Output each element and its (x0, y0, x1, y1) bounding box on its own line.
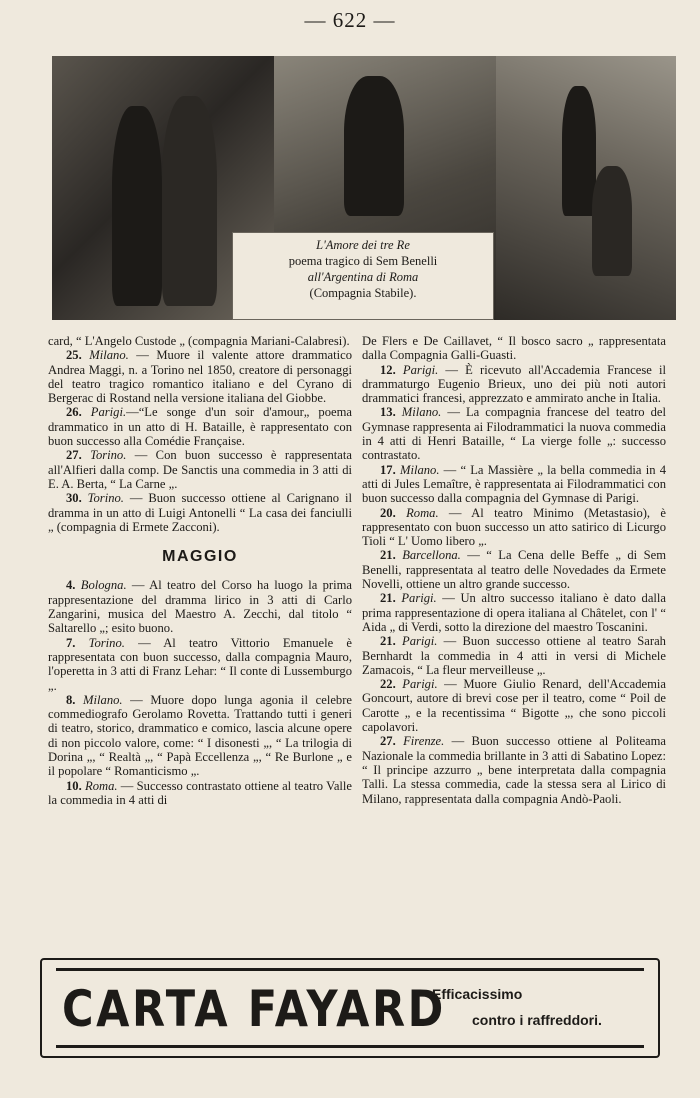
entry (48, 779, 352, 808)
entry (362, 334, 666, 363)
entry-text: — Buon successo ottiene al Politeama Nazionale la commedia brillante in 3 atti di Sabatino Lopez: “ Il principe azzurro „ bene interpretata dalla compagnia Talli. La stessa commedia, cade la stessa sera al Lirico di Milano, rappresentata dalla compagnia Andò-Paoli. (362, 734, 667, 806)
entry-text: —“Le songe d'un soir d'amour„ poema drammatico in un atto di H. Bataille, è rappresentato con buon successo alla Comédie Française. (48, 405, 352, 449)
entry-place: Parigi. (401, 591, 437, 606)
entry-text: — Con buon successo è rappresentata all'Alfieri dalla comp. De Sanctis una commedia in 3 atti di E. A. Berta, “ La Carne „. (48, 448, 352, 491)
entry-day: 4. (66, 578, 76, 593)
entry-place: Firenze. (403, 734, 445, 749)
caption-title: L'Amore dei tre Re (316, 238, 410, 252)
entry (48, 636, 352, 693)
entry-text: — Un altro successo italiano è dato dalla prima rappresentazione di opera italiana al Châtelet, con l' “ Aida „ di Verdi, sotto la direzione del maestro Toscanini. (362, 591, 666, 634)
entry-day: 10. (66, 778, 82, 793)
entry (362, 363, 666, 406)
caption-line: poema tragico di Sem Benelli (288, 254, 438, 268)
entry-text: — La compagnia francese del teatro del Gymnase rappresenta ai Filodrammatici la nuova commedia in 4 atti di Henri Bataille, “ La vierge folle „: successo contrastato. (362, 405, 666, 463)
ad-rule (56, 968, 644, 971)
entry-day: 12. (380, 362, 396, 377)
entry-text: — Buon successo ottiene al teatro Sarah Bernhardt la commedia in 4 atti in versi di Michele Zamacois, “ La fleur merveilleuse „. (362, 634, 666, 677)
entry (48, 491, 352, 534)
photo-caption (232, 232, 494, 320)
entry-place: Torino. (88, 635, 125, 650)
entry-day: 20. (380, 505, 396, 520)
entry (362, 677, 666, 734)
entry-day: 8. (66, 692, 76, 707)
section-heading: MAGGIO (162, 548, 238, 566)
entry (362, 591, 666, 634)
entry-day: 27. (66, 448, 82, 463)
advertisement (40, 958, 660, 1058)
entry-place: Roma. (406, 505, 439, 520)
right-entries-may (362, 334, 666, 806)
entry-text: card, “ L'Angelo Custode „ (compagnia Mariani-Calabresi). (48, 334, 350, 348)
entry-text: — “ La Cena delle Beffe „ di Sem Benelli, rappresentata al teatro delle Novedades da Ermete Novelli, ottiene un altro grande successo. (362, 548, 666, 592)
entry (362, 734, 666, 805)
caption-line: all'Argentina di Roma (307, 270, 419, 284)
entry-place: Roma. (85, 778, 118, 793)
entry-day: 30. (66, 491, 82, 506)
page-number: — 622 — (304, 8, 396, 32)
entry (48, 405, 352, 448)
entry-place: Parigi. (402, 677, 438, 692)
entry (362, 548, 666, 591)
entry-text: — Al teatro Vittorio Emanuele è rappresentata con buon successo, dalla compagnia Mauro, l'operetta in 3 atti di Franz Lehar: “ Il conte di Lussemburgo „. (48, 635, 352, 693)
right-column (362, 334, 666, 806)
entry-text: — Muore dopo lunga agonia il celebre commediografo Gerolamo Rovetta. Trattando tutti i generi di teatro, storico, drammatico e comico, lascia alcune opere di non piccolo valore, come: “ I disonesti „, “ La trilogia di Dorina „, “ Realtà „, “ Papà Eccellenza „, “ Re Burlone „ e il popolare “ Romanticismo „. (48, 692, 352, 779)
entry-day: 13. (380, 405, 396, 420)
entry (48, 578, 352, 635)
entry-text: — È ricevuto all'Accademia Francese il drammaturgo Eugenio Brieux, uno dei più noti autori drammatici francesi, apprezzato e ammirato anche in Italia. (362, 362, 667, 406)
entry-place: Milano. (83, 692, 123, 707)
entry-day: 7. (66, 635, 76, 650)
ad-rule (56, 1045, 644, 1048)
entry-day: 22. (380, 677, 396, 692)
entry (362, 506, 666, 549)
left-column (48, 334, 352, 807)
entry-text: — Al teatro del Corso ha luogo la prima rappresentazione del dramma lirico in 3 atti di Carlo Zangarini, musica del Maestro A. Zecchi, dal titolo “ Saltarello „; esito buono. (48, 578, 352, 636)
entry (48, 348, 352, 405)
entry-day: 21. (380, 591, 396, 606)
entry-place: Parigi. (402, 634, 438, 649)
ad-tagline: contro i raffreddori. (472, 1012, 602, 1028)
entry-text: De Flers e De Caillavet, “ Il bosco sacro „ rappresentata dalla Compagnia Galli-Guasti. (362, 334, 666, 363)
entry-text: — Muore il valente attore drammatico Andrea Maggi, n. a Torino nel 1850, creatore di personaggi del teatro tragico romantico italiano e del Cyrano di Bergerac di Rostand nella versione italiana del Giobbe. (48, 348, 352, 406)
entry-place: Parigi. (402, 362, 439, 377)
scene-photo-right (496, 56, 676, 320)
caption-line: (Compagnia Stabile). (309, 286, 417, 300)
entry-text: — Al teatro Minimo (Metastasio), è rappresentato con buon successo un atto satirico di Licurgo Tioli “ L' Uomo libero „. (362, 505, 666, 549)
entry (48, 448, 352, 491)
left-entries-may (48, 578, 352, 807)
entry (48, 693, 352, 779)
entry-day: 21. (380, 634, 396, 649)
entry-place: Milano. (401, 405, 442, 420)
entry-text: — “ La Massière „ la bella commedia in 4 atti di Jules Lemaître, è rappresentata ai Filodrammatici con buon successo dalla compagnia del Gymnase di Parigi. (362, 462, 666, 506)
entry (362, 634, 666, 677)
ad-brand: CARTA FAYARD (62, 980, 446, 1038)
entry-text: — Successo contrastato ottiene al teatro Valle la commedia in 4 atti di (48, 778, 352, 807)
entry-place: Barcellona. (402, 548, 461, 563)
entry-place: Bologna. (80, 578, 127, 593)
entry-day: 21. (380, 548, 396, 563)
entry-day: 25. (66, 348, 82, 363)
entry-day: 27. (380, 734, 396, 749)
entry-day: 26. (66, 405, 82, 420)
entry-place: Milano. (399, 462, 440, 477)
entry (48, 334, 352, 348)
entry (362, 463, 666, 506)
entry-place: Torino. (90, 448, 127, 463)
entry-place: Milano. (89, 348, 129, 363)
left-entries-april (48, 334, 352, 534)
entry-text: — Muore Giulio Renard, dell'Accademia Goncourt, autore di brevi cose per il teatro, come “ Poil de Carotte „ e la recentissima “ Bigotte „, che sono piccoli capolavori. (362, 677, 666, 735)
entry-place: Parigi. (90, 405, 127, 420)
entry-text: — Buon successo ottiene al Carignano il dramma in un atto di Luigi Antonelli “ La casa dei fanciulli „ (compagnia di Ermete Zacconi). (48, 491, 352, 534)
ad-tagline: Efficacissimo (432, 986, 523, 1002)
entry (362, 405, 666, 462)
entry-place: Torino. (87, 491, 124, 506)
entry-day: 17. (380, 462, 396, 477)
